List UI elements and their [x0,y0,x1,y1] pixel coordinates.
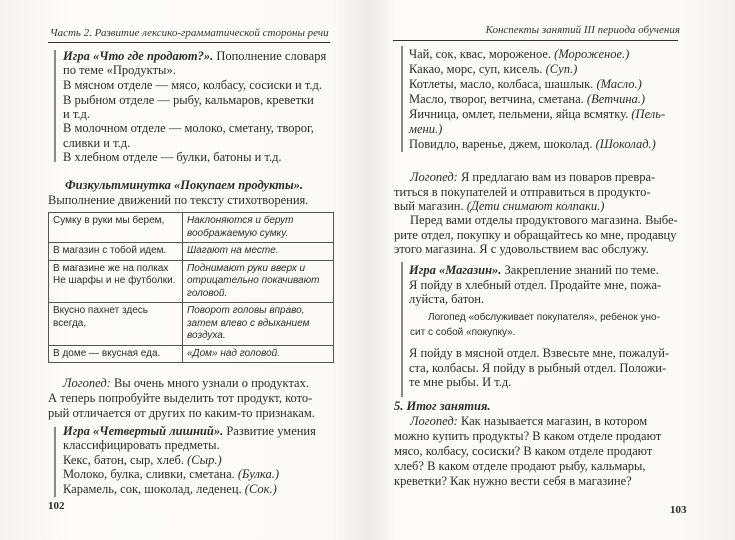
text-run: Какао, морс, суп, кисель. [409,62,546,76]
text-line [410,213,678,227]
text-line [409,278,661,292]
emphasis-run: мени.) [409,122,443,136]
header-rule [48,42,330,43]
box-bar [54,427,56,497]
text-run: Карамель, сок, шоколад, леденец. [63,482,245,496]
text-run: Развитие умения [223,424,316,438]
text-line [63,376,309,390]
text-line [394,459,646,473]
right-page [368,0,735,540]
table-row [49,345,334,363]
text-run: Молоко, булка, сливки, сметана. [63,467,238,481]
text-run: В хлебном отделе — булки, батоны и т.д. [63,150,282,164]
text-run: ста, колбасы. Я пойду в рыбный отдел. Положи- [409,361,667,375]
text-line [409,137,656,151]
text-run: рите отдел, покупку и обращайтесь ко мне, продавцу [394,228,677,242]
text-line [410,414,647,428]
box-bar [54,50,56,162]
exercise-table [48,212,334,363]
page-number: 103 [670,504,687,516]
text-line [394,242,649,256]
text-line [409,77,642,91]
text-run: луйста, батон. [409,292,485,306]
text-run: мясо, колбасу, сосиски? В каком отделе продают [394,444,653,458]
text-line [63,467,279,481]
text-run: те мне рыбы. И т.д. [409,375,512,389]
emphasis-run: Игра «Магазин». [409,263,502,277]
text-line [409,92,645,106]
header-rule [393,40,678,41]
text-run: хлеб? В каком отделе продают рыбу, кальмары, [394,459,646,473]
text-line [65,178,303,192]
text-run: Пополнение словаря [213,49,327,63]
text-line [394,429,661,443]
text-run: В рыбном отделе — рыбу, кальмаров, креветки [63,93,314,107]
text-run: можно купить продукты? В каком отделе продают [394,429,662,443]
verse-cell: В доме — вкусная еда. [49,345,183,363]
verse-cell: В магазине же на полках Не шарфы и не футболки. [49,260,183,303]
text-line [394,228,676,242]
emphasis-run: (Булка.) [237,467,279,481]
text-line [63,438,220,452]
emphasis-run: (Мороженое.) [554,47,630,61]
text-line [63,78,322,92]
text-line [394,444,652,458]
note-line: Логопед «обслуживает покупателя», ребенок уно- [428,312,660,323]
text-line [409,375,511,389]
text-line [409,292,484,306]
text-line [409,263,659,277]
emphasis-run: (Суп.) [545,62,578,76]
table-row [49,303,334,346]
text-run: Как называется магазин, в котором [457,414,648,428]
text-line [48,193,308,207]
emphasis-run: (Сыр.) [187,453,222,467]
text-line [409,107,665,121]
movement-cell: Поднимают руки вверх и отрицательно покачивают головой. [183,260,334,303]
text-run: рый отличается от других по каким-то признакам. [48,406,315,420]
emphasis-run: Физкультминутка «Покупаем продукты». [65,178,304,192]
text-run: Кекс, батон, сыр, хлеб. [63,453,188,467]
text-run: креветки? Как нужно вести себя в магазине? [394,474,632,488]
text-line [409,47,629,61]
text-run: и т.д. [63,107,90,121]
text-run: Повидло, варенье, джем, шоколад. [409,137,596,151]
movement-cell: «Дом» над головой. [183,345,334,363]
text-line [63,424,316,438]
emphasis-run: (Шоколад.) [595,137,656,151]
text-line [63,482,277,496]
text-run: Яичница, омлет, пельмени, яйца всмятку. [409,107,632,121]
text-run: Вы очень много узнали о продуктах. [110,376,309,390]
table-row [49,213,334,243]
text-line [394,399,491,413]
text-run: Котлеты, масло, колбаса, шашлык. [409,77,597,91]
text-line [63,107,90,121]
table-row [49,260,334,303]
running-header: Конспекты занятий III периода обучения [485,24,680,36]
text-line [409,62,577,76]
text-line [63,150,282,164]
text-line [394,199,604,213]
movement-cell: Поворот головы вправо, затем влево с вдыханием воздуха. [183,303,334,346]
verse-cell: В магазин с тобой идем. [49,243,183,261]
text-run: В молочном отделе — молоко, сметану, творог, [63,121,314,135]
text-line [409,122,442,136]
text-run: по теме «Продукты». [63,63,176,77]
emphasis-run: (Ветчина.) [586,92,646,106]
box-bar [401,262,403,397]
text-line [410,170,655,184]
text-line [63,453,222,467]
emphasis-run: (Сок.) [244,482,277,496]
note-line: сит с собой «покупку». [410,327,516,338]
emphasis-run: Игра «Что где продают?». [63,49,214,63]
emphasis-run: Логопед: [410,414,458,428]
text-line [63,63,176,77]
text-run: вый магазин. [394,199,467,213]
emphasis-run: (Пель- [631,107,666,121]
text-line [394,474,632,488]
text-run: Я предлагаю вам из поваров превра- [457,170,656,184]
movement-cell: Наклоняются и берут воображаемую сумку. [183,213,334,243]
text-run: А теперь попробуйте выделить тот продукт, кото- [48,391,313,405]
verse-cell: Сумку в руки мы берем, [49,213,183,243]
text-run: Выполнение движений по тексту стихотворения. [48,193,309,207]
emphasis-run: Логопед: [63,376,111,390]
text-line [48,406,315,420]
emphasis-run: Логопед: [410,170,458,184]
emphasis-run: (Масло.) [596,77,642,91]
text-line [63,49,326,63]
box-bar [401,46,403,152]
text-run: Масло, творог, ветчина, сметана. [409,92,587,106]
text-run: Закрепление знаний по теме. [501,263,659,277]
emphasis-run: (Дети снимают колпаки.) [466,199,605,213]
text-run: Я пойду в мясной отдел. Взвесьте мне, пожалуй- [409,346,670,360]
text-line [63,93,314,107]
running-header: Часть 2. Развитие лексико-грамматической стороны речи [50,27,329,39]
text-run: классифицировать предметы. [63,438,220,452]
text-run: Чай, сок, квас, мороженое. [409,47,555,61]
text-line [63,121,314,135]
movement-cell: Шагают на месте. [183,243,334,261]
text-run: Я пойду в хлебный отдел. Продайте мне, пожа- [409,278,662,292]
text-run: титься в покупателей и отправиться в продукто- [394,185,651,199]
text-line [394,185,651,199]
text-run: В мясном отделе — мясо, колбасу, сосиски и т.д. [63,78,322,92]
text-line [48,391,312,405]
page-number: 102 [48,500,65,512]
text-line [63,136,130,150]
text-run: сливки и т.д. [63,136,131,150]
emphasis-run: Игра «Четвертый лишний». [63,424,224,438]
text-line [409,361,666,375]
verse-cell: Вкусно пахнет здесь всегда, [49,303,183,346]
text-line [409,346,669,360]
emphasis-run: 5. Итог занятия. [394,399,491,413]
text-run: этого магазина. Я с удовольствием вас обслужу. [394,242,649,256]
table-row [49,243,334,261]
text-run: Перед вами отделы продуктового магазина. Выбе- [410,213,678,227]
